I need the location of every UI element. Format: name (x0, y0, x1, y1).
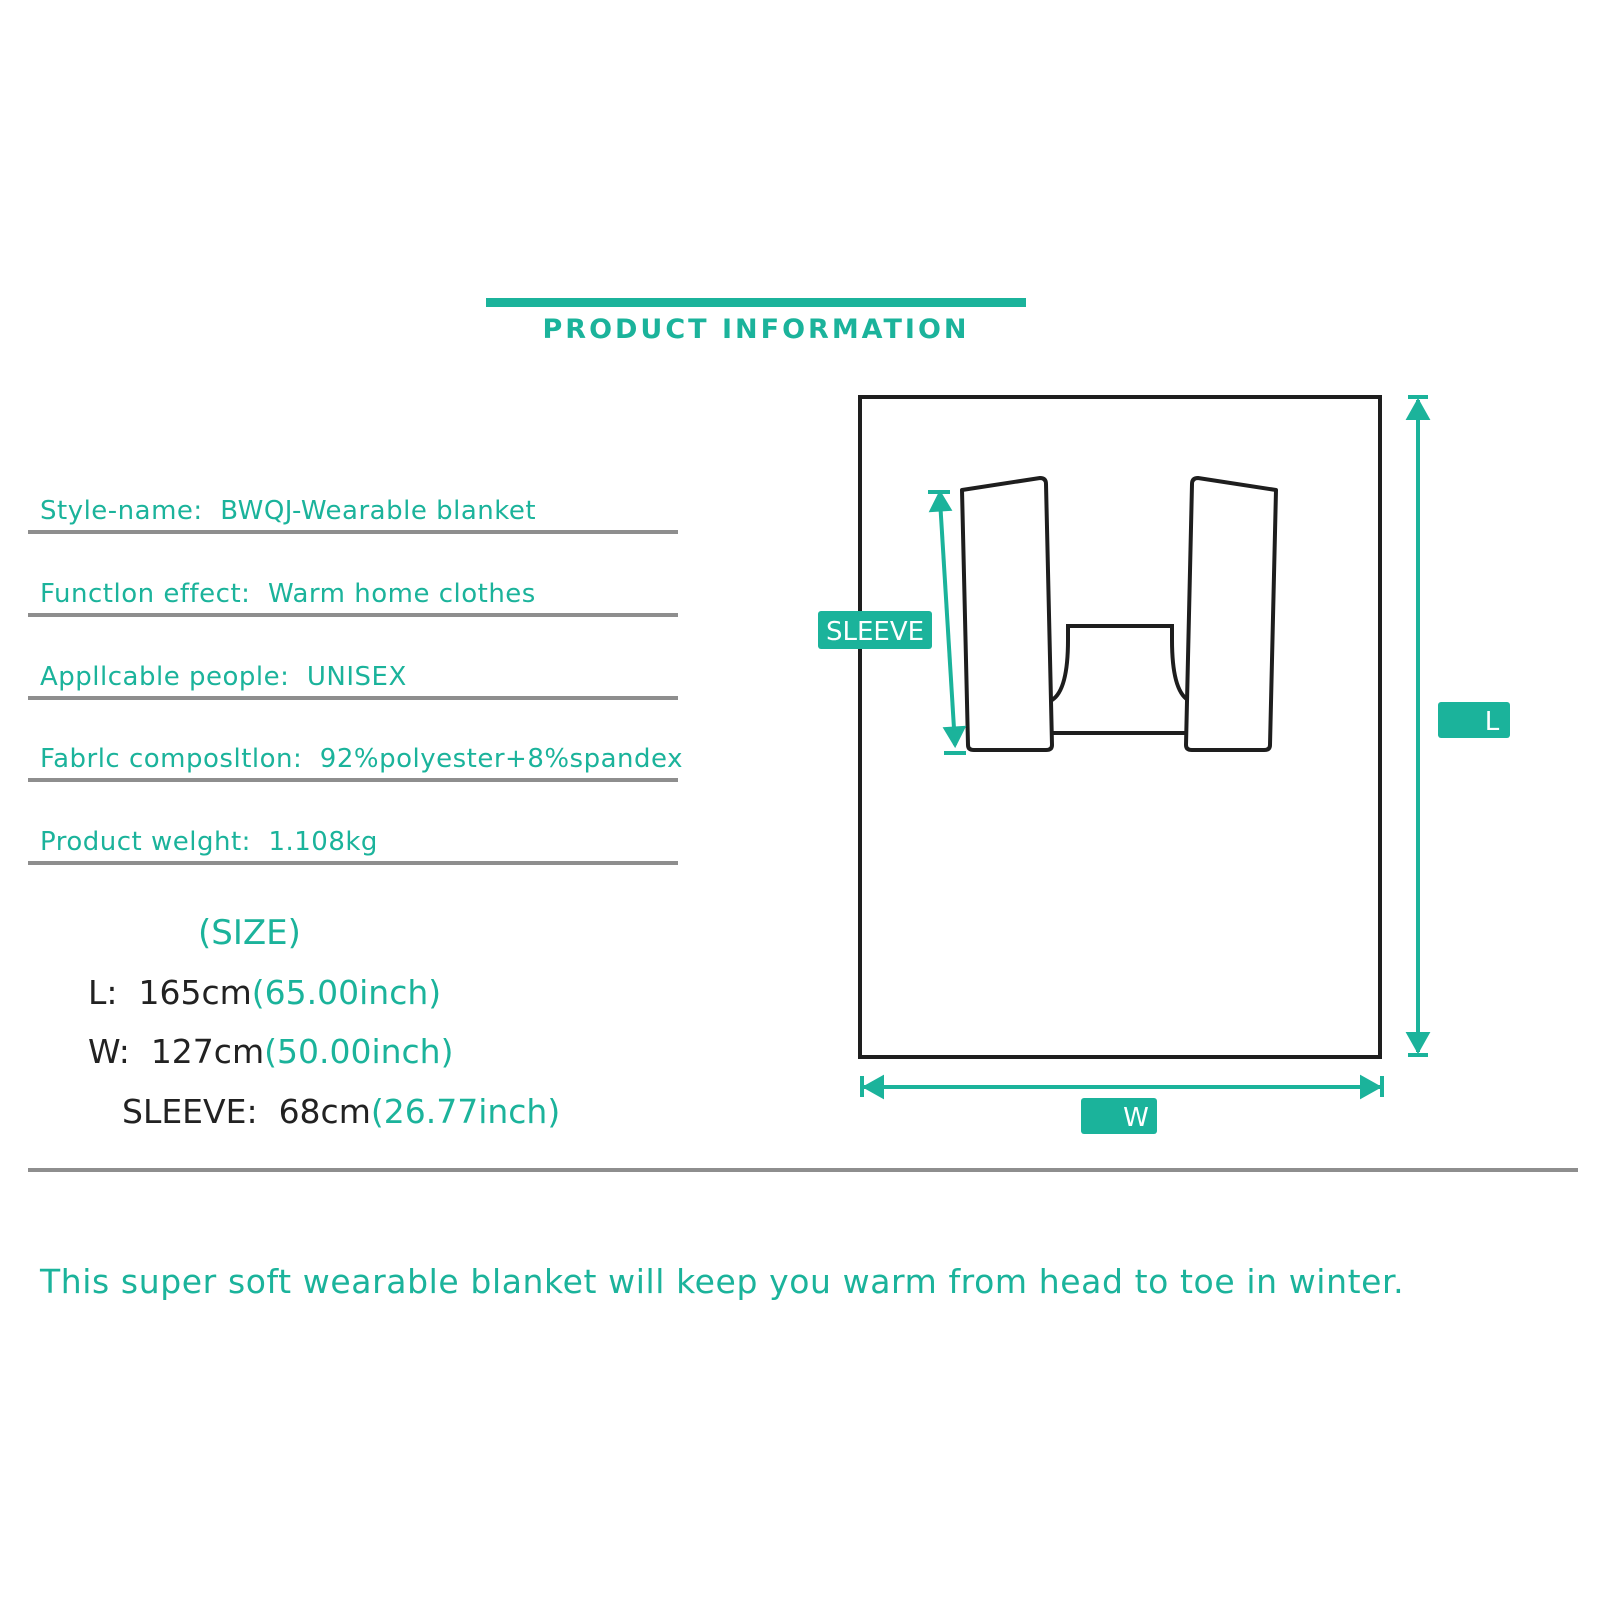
page-title: PRODUCT INFORMATION (542, 314, 970, 345)
length-label: L (1484, 707, 1500, 737)
neck-opening (1052, 626, 1188, 700)
left-sleeve (962, 478, 1052, 750)
spec-value: BWQJ-Wearable blanket (220, 496, 537, 526)
sleeve-label: SLEEVE (825, 617, 925, 647)
width-dimension-arrow (862, 1076, 1382, 1097)
spec-value: 1.108kg (268, 827, 378, 857)
spec-label: Style-name: (40, 496, 203, 526)
size-inch: (50.00inch) (264, 1032, 454, 1071)
spec-label: Fabrlc composltlon: (40, 744, 303, 774)
size-inch: (26.77inch) (370, 1092, 561, 1131)
length-dimension-arrow (1408, 397, 1428, 1055)
size-key: L: (88, 973, 118, 1012)
divider (28, 1168, 1578, 1172)
spec-label: Product welght: (40, 827, 251, 857)
right-sleeve (1186, 478, 1276, 750)
spec-value: Warm home clothes (267, 579, 536, 609)
size-cm: 127cm (150, 1032, 265, 1071)
size-cm: 165cm (138, 973, 252, 1012)
size-inch: (65.00inch) (251, 973, 442, 1012)
size-title: (SIZE) (198, 913, 301, 953)
spec-label: Appllcable people: (40, 662, 290, 692)
spec-value: UNISEX (306, 662, 407, 692)
size-key: SLEEVE: (122, 1092, 258, 1131)
size-key: W: (88, 1032, 130, 1071)
sleeve-dimension-arrow (928, 492, 966, 753)
spec-label: Functlon effect: (40, 579, 251, 609)
size-cm: 68cm (278, 1092, 371, 1131)
spec-value: 92%polyester+8%spandex (319, 744, 683, 774)
width-label: W (1123, 1103, 1149, 1133)
tagline: This super soft wearable blanket will keep you warm from head to toe in winter. (40, 1262, 1405, 1301)
